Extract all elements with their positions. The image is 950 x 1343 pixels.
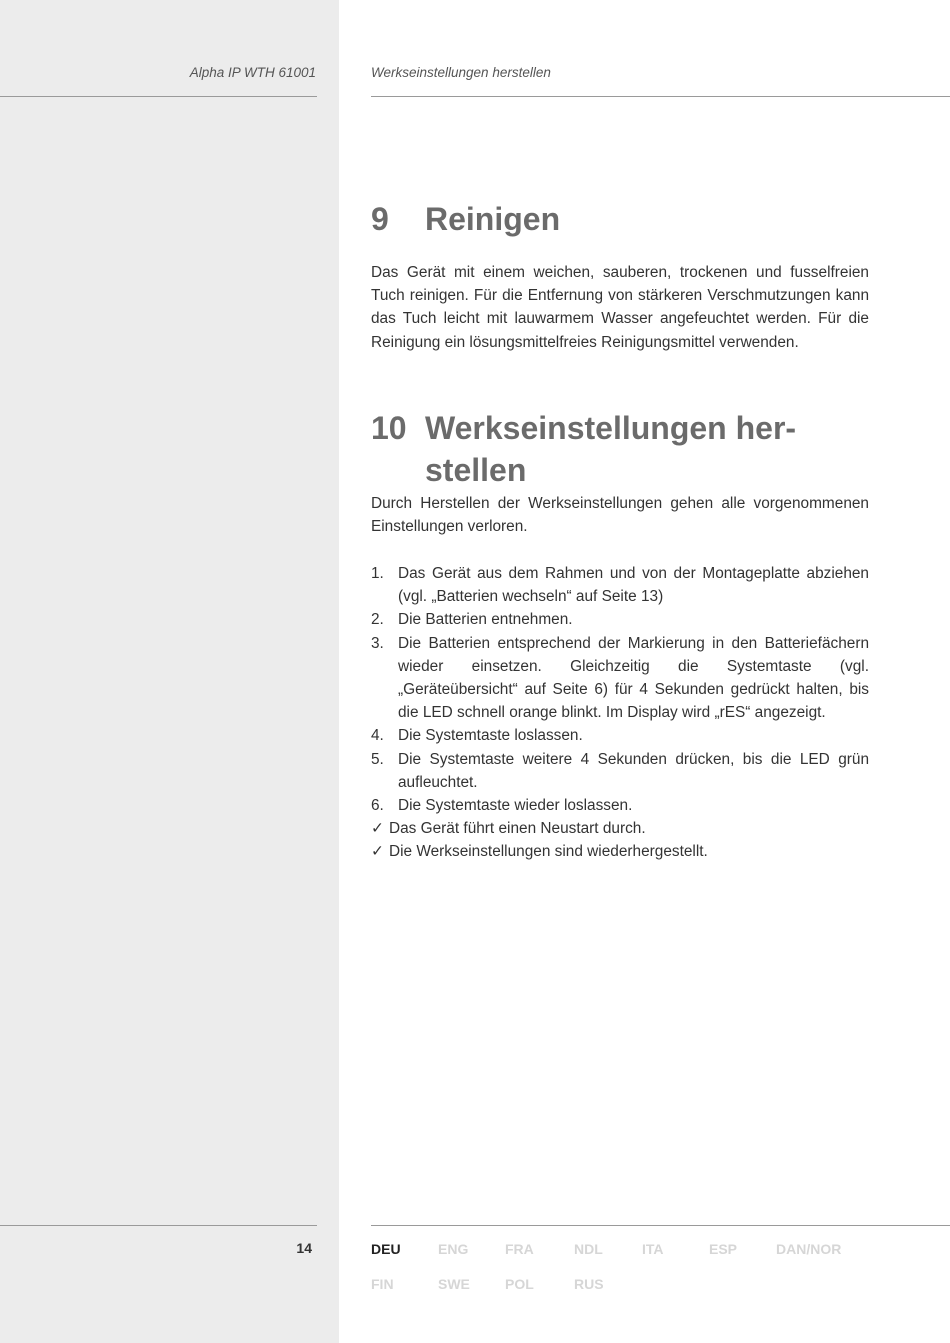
result-text: Die Werkseinstellungen sind wiederhergestellt. bbox=[389, 843, 708, 861]
language-tab-fin[interactable]: FIN bbox=[371, 1276, 394, 1292]
section-10-number: 10 bbox=[371, 410, 407, 446]
step-text: Die Batterien entsprechend der Markierung in den Batteriefächern wieder einsetzen. Gleichzeitig die Systemtaste (vgl. „Geräteübersicht“ auf Seite 6) für 4 Sekunden gedrückt halten, bis die LED schnell orange blinkt. Im Display wird „rES“ angezeigt. bbox=[398, 634, 869, 722]
section-10-title-line2: stellen bbox=[425, 452, 527, 488]
step-text: Die Batterien entnehmen. bbox=[398, 611, 573, 629]
header-product-name: Alpha IP WTH 61001 bbox=[189, 65, 316, 80]
footer-divider-right bbox=[371, 1225, 950, 1226]
language-tab-esp[interactable]: ESP bbox=[709, 1241, 738, 1257]
language-tab-ndl[interactable]: NDL bbox=[574, 1241, 603, 1257]
section-10-heading bbox=[371, 407, 869, 491]
list-item bbox=[371, 608, 869, 631]
header-divider-right bbox=[371, 96, 950, 97]
checkmark-icon: ✓ bbox=[371, 820, 384, 838]
step-number: 6. bbox=[371, 797, 384, 815]
language-tab-eng[interactable]: ENG bbox=[438, 1241, 469, 1257]
list-item bbox=[371, 794, 869, 817]
step-number: 4. bbox=[371, 727, 384, 745]
instruction-steps bbox=[371, 562, 869, 864]
step-text: Die Systemtaste loslassen. bbox=[398, 727, 583, 745]
result-text: Das Gerät führt einen Neustart durch. bbox=[389, 820, 646, 838]
sidebar-panel bbox=[0, 0, 339, 1343]
section-10-intro-paragraph: Durch Herstellen der Werkseinstellungen gehen alle vorgenommenen Einstellungen verloren. bbox=[371, 495, 869, 536]
step-number: 1. bbox=[371, 565, 384, 582]
step-text: Das Gerät aus dem Rahmen und von der Montageplatte abziehen (vgl. „Batterien wechseln“ auf Seite 13) bbox=[398, 565, 869, 606]
language-tab-pol[interactable]: POL bbox=[505, 1276, 534, 1292]
section-10-intro bbox=[371, 492, 869, 538]
section-9-number: 9 bbox=[371, 201, 389, 237]
checkmark-icon: ✓ bbox=[371, 843, 384, 861]
list-item bbox=[371, 562, 869, 608]
header-chapter-title: Werkseinstellungen herstellen bbox=[371, 65, 551, 80]
page-number: 14 bbox=[296, 1240, 312, 1256]
language-tab-deu[interactable]: DEU bbox=[371, 1241, 401, 1257]
footer-divider-left bbox=[0, 1225, 317, 1226]
language-tab-ita[interactable]: ITA bbox=[642, 1241, 664, 1257]
result-item bbox=[371, 817, 869, 840]
list-item bbox=[371, 748, 869, 794]
step-text: Die Systemtaste weitere 4 Sekunden drücken, bis die LED grün aufleuchtet. bbox=[398, 750, 869, 791]
section-9-body bbox=[371, 261, 869, 354]
header-divider-left bbox=[0, 96, 317, 97]
language-tab-rus[interactable]: RUS bbox=[574, 1276, 604, 1292]
result-item bbox=[371, 840, 869, 863]
section-9-paragraph: Das Gerät mit einem weichen, sauberen, trockenen und fusselfreien Tuch reinigen. Für die Entfernung von stärkeren Verschmutzungen kann das Tuch leicht mit lauwarmem Wasser angefeuchtet werden. Für die Reinigung ein lösungsmittelfreies Reinigungsmittel verwenden. bbox=[371, 264, 869, 351]
section-10-title-line1: Werkseinstellungen her- bbox=[425, 410, 797, 446]
language-tab-fra[interactable]: FRA bbox=[505, 1241, 534, 1257]
section-10-title bbox=[425, 407, 869, 491]
steps-list bbox=[371, 562, 869, 817]
list-item bbox=[371, 724, 869, 747]
section-9-heading bbox=[371, 198, 869, 240]
step-number: 3. bbox=[371, 634, 384, 652]
section-9-title: Reinigen bbox=[425, 201, 561, 237]
step-number: 2. bbox=[371, 611, 384, 629]
step-number: 5. bbox=[371, 750, 384, 768]
language-tab-swe[interactable]: SWE bbox=[438, 1276, 470, 1292]
step-text: Die Systemtaste wieder loslassen. bbox=[398, 797, 633, 815]
language-tab-dan-nor[interactable]: DAN/NOR bbox=[776, 1241, 842, 1257]
list-item bbox=[371, 632, 869, 725]
